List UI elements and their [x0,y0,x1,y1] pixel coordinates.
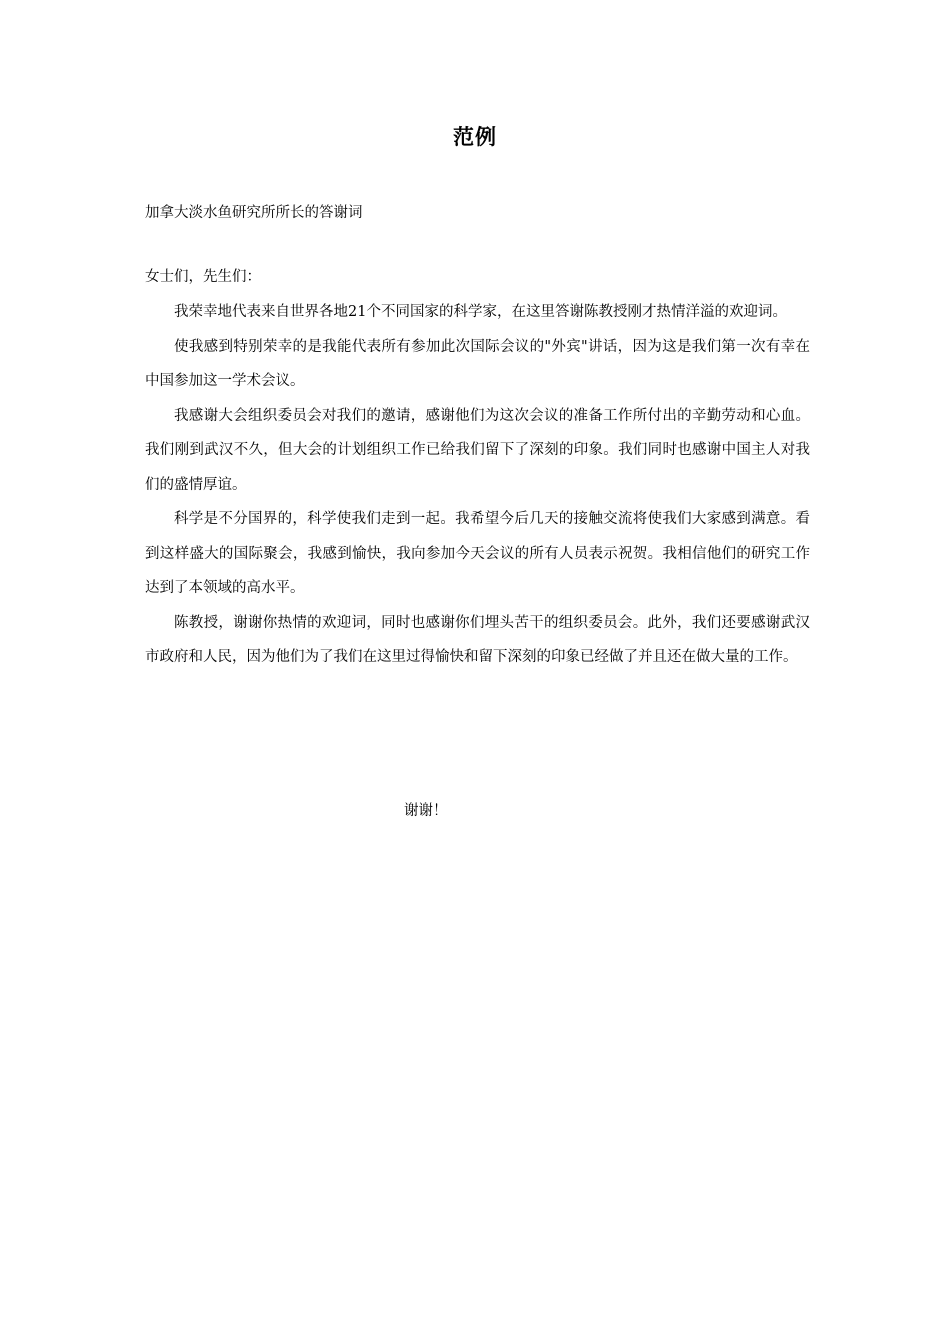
paragraph: 陈教授，谢谢你热情的欢迎词，同时也感谢你们埋头苦干的组织委员会。此外，我们还要感谢武汉市政府和人民，因为他们为了我们在这里过得愉快和留下深刻的印象已经做了并且还在做大量的工作。 [145,614,810,665]
document-subtitle: 加拿大淡水鱼研究所所长的答谢词 [145,205,363,221]
salutation: 女士们，先生们： [145,269,261,285]
paragraph: 我感谢大会组织委员会对我们的邀请，感谢他们为这次会议的准备工作所付出的辛勤劳动和心血。我们刚到武汉不久，但大会的计划组织工作已给我们留下了深刻的印象。我们同时也感谢中国主人对我们的盛情厚谊。 [145,407,810,493]
speech-body [145,295,810,675]
paragraph: 我荣幸地代表来自世界各地21个不同国家的科学家，在这里答谢陈教授刚才热情洋溢的欢迎词。 [174,304,787,320]
paragraph: 科学是不分国界的，科学使我们走到一起。我希望今后几天的接触交流将使我们大家感到满意。看到这样盛大的国际聚会，我感到愉快，我向参加今天会议的所有人员表示祝贺。我相信他们的研究工作达到了本领域的高水平。 [145,511,810,596]
page-title: 范例 [453,125,497,149]
paragraph: 使我感到特别荣幸的是我能代表所有参加此次国际会议的"外宾"讲话，因为这是我们第一次有幸在中国参加这一学术会议。 [145,338,810,389]
closing-thanks: 谢谢！ [404,803,448,819]
